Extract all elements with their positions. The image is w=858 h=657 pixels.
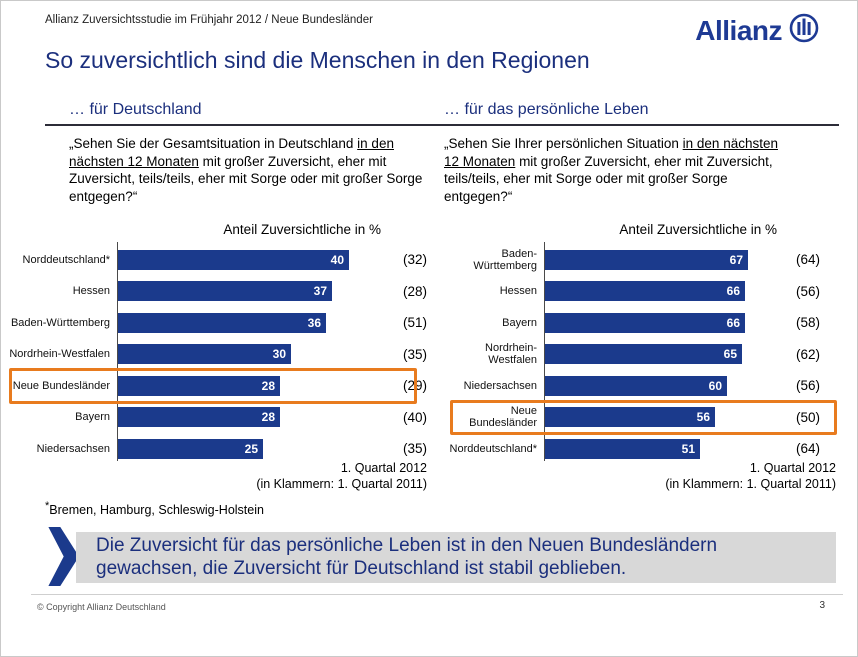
bar-area [544, 407, 777, 427]
previous-year-value: (40) [402, 409, 427, 425]
value-bar: 56 [545, 407, 715, 427]
bar-area [544, 281, 777, 301]
value-bar: 66 [545, 281, 745, 301]
axis-caption-left: Anteil Zuversichtliche in % [223, 222, 381, 237]
category-label: Baden-Württemberg [10, 316, 110, 329]
chart-row [9, 339, 441, 371]
page-title: So zuversichtlich sind die Menschen in den Regionen [45, 47, 590, 73]
question-persoenliches-leben: „Sehen Sie Ihrer persönlichen Situation in den nächsten 12 Monaten mit großer Zuversicht, eher mit Zuversicht, teils/teils, eher mit Sorge oder mit großer Sorge entgegen?“ [444, 136, 778, 204]
previous-year-value: (62) [795, 346, 820, 362]
chart-row [9, 307, 441, 339]
bar-area [117, 281, 389, 301]
value-bar: 65 [545, 344, 742, 364]
summary-box [76, 532, 836, 583]
chart-row [444, 433, 839, 465]
allianz-logo [695, 13, 819, 48]
previous-year-value: (56) [795, 378, 820, 394]
value-bar: 51 [545, 439, 700, 459]
value-bar: 40 [118, 250, 349, 270]
category-label: Bayern [502, 316, 537, 329]
value-bar: 36 [118, 313, 326, 333]
category-label: Baden-Württemberg [473, 247, 537, 272]
chart-row [9, 244, 441, 276]
category-label: Hessen [72, 285, 110, 298]
chart-row [9, 370, 441, 402]
value-bar: 28 [118, 407, 280, 427]
allianz-emblem-icon [789, 13, 819, 48]
summary-arrow-icon [45, 527, 79, 586]
category-label: Niedersachsen [463, 379, 537, 392]
panel-header-persoenliches-leben: … für das persönliche Leben [444, 101, 649, 118]
bar-area [117, 407, 389, 427]
category-label: Norddeutschland* [449, 442, 537, 455]
bar-area [117, 376, 389, 396]
axis-caption-right: Anteil Zuversichtliche in % [619, 222, 777, 237]
value-bar: 25 [118, 439, 263, 459]
copyright-text: © Copyright Allianz Deutschland [37, 602, 166, 612]
page-number: 3 [819, 600, 825, 611]
question-deutschland: „Sehen Sie der Gesamtsituation in Deutschland in den nächsten 12 Monaten mit großer Zuversicht, eher mit Zuversicht, teils/teils, eher mit Sorge oder mit großer Sorge entgegen?“ [69, 136, 423, 204]
footer-divider [31, 594, 843, 595]
chart-row [444, 370, 839, 402]
chart-row [444, 339, 839, 371]
previous-year-value: (51) [402, 315, 427, 331]
chart-note-right: 1. Quartal 2012 (in Klammern: 1. Quartal 2011) [665, 461, 836, 491]
category-label: Hessen [499, 285, 537, 298]
chart-row [9, 402, 441, 434]
bar-area [117, 439, 389, 459]
bar-area [544, 313, 777, 333]
header-rule [45, 124, 839, 126]
chart-deutschland [9, 244, 441, 465]
bar-area [544, 250, 777, 270]
previous-year-value: (28) [402, 283, 427, 299]
summary-text-line2: gewachsen, die Zuversicht für Deutschland ist stabil geblieben. [96, 557, 627, 579]
bar-area [544, 344, 777, 364]
panel-header-deutschland: … für Deutschland [69, 101, 202, 118]
previous-year-value: (29) [402, 378, 427, 394]
summary-text-line1: Die Zuversicht für das persönliche Leben ist in den Neuen Bundesländern [96, 535, 718, 556]
value-bar: 30 [118, 344, 291, 364]
category-label: Nordrhein-Westfalen [485, 342, 537, 367]
bar-area [544, 376, 777, 396]
chart-rows [444, 244, 839, 465]
value-bar: 28 [118, 376, 280, 396]
chart-row [9, 433, 441, 465]
bar-area [117, 313, 389, 333]
previous-year-value: (35) [402, 441, 427, 457]
chart-persoenliches-leben [444, 244, 839, 465]
value-bar: 66 [545, 313, 745, 333]
value-bar: 67 [545, 250, 748, 270]
value-bar: 60 [545, 376, 727, 396]
category-label: Neue Bundesländer [469, 405, 537, 430]
value-bar: 37 [118, 281, 332, 301]
category-label: Neue Bundesländer [12, 379, 110, 392]
chart-note-left: 1. Quartal 2012 (in Klammern: 1. Quartal 2011) [256, 461, 427, 491]
chart-row [444, 307, 839, 339]
slide-subtitle: Allianz Zuversichtsstudie im Frühjahr 2012 / Neue Bundesländer [45, 14, 373, 26]
previous-year-value: (50) [795, 409, 820, 425]
category-label: Niedersachsen [36, 442, 110, 455]
chart-row [444, 244, 839, 276]
bar-area [117, 250, 389, 270]
footnote: *Bremen, Hamburg, Schleswig-Holstein [45, 500, 264, 518]
category-label: Nordrhein-Westfalen [9, 348, 110, 361]
chart-row [9, 276, 441, 308]
bar-area [117, 344, 389, 364]
previous-year-value: (64) [795, 441, 820, 457]
category-label: Norddeutschland* [22, 253, 110, 266]
previous-year-value: (32) [402, 252, 427, 268]
previous-year-value: (56) [795, 283, 820, 299]
allianz-wordmark: Allianz [695, 14, 782, 46]
chart-rows [9, 244, 441, 465]
previous-year-value: (64) [795, 252, 820, 268]
category-label: Bayern [75, 411, 110, 424]
chart-row [444, 402, 839, 434]
previous-year-value: (58) [795, 315, 820, 331]
bar-area [544, 439, 777, 459]
previous-year-value: (35) [402, 346, 427, 362]
chart-row [444, 276, 839, 308]
